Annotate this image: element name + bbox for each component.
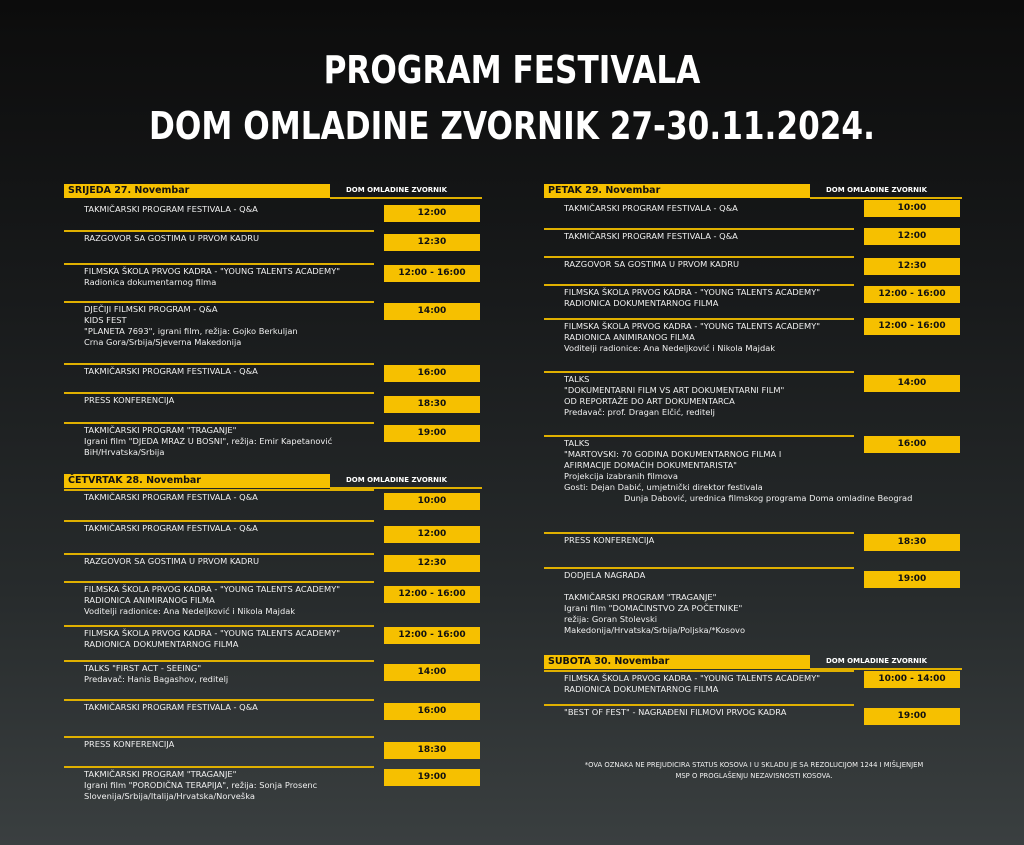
event-line: Crna Gora/Srbija/Sjeverna Makedonija <box>84 337 242 347</box>
page-title: PROGRAM FESTIVALA <box>323 48 701 92</box>
day-label: SRIJEDA 27. Novembar <box>64 184 330 198</box>
divider <box>64 660 374 662</box>
event-description <box>564 438 912 504</box>
event-line: "BEST OF FEST" - NAGRAĐENI FILMOVI PRVOG KADRA <box>564 707 787 717</box>
day-section <box>64 184 482 457</box>
time-badge: 12:00 - 16:00 <box>864 286 960 303</box>
divider <box>64 581 374 583</box>
event-line: RADIONICA ANIMIRANOG FILMA <box>564 332 695 342</box>
time-badge: 12:00 <box>864 228 960 245</box>
event-line: TALKS "FIRST ACT - SEEING" <box>84 663 202 673</box>
divider <box>544 532 854 534</box>
time-badge: 12:30 <box>864 258 960 275</box>
time-badge: 10:00 <box>864 200 960 217</box>
time-badge: 16:00 <box>384 365 480 382</box>
divider <box>544 256 854 258</box>
event-description <box>84 739 174 750</box>
day-section <box>544 184 962 635</box>
day-header <box>64 474 482 489</box>
event-line: PRESS KONFERENCIJA <box>84 395 175 405</box>
event-description <box>84 628 340 650</box>
venue-label: DOM OMLADINE ZVORNIK <box>346 476 448 484</box>
event-line: "PLANETA 7693", igrani film, režija: Gojko Berkuljan <box>84 326 298 336</box>
event-description <box>84 523 258 534</box>
event-line <box>564 581 745 592</box>
event-description <box>84 366 258 377</box>
event-line: Igrani film "PORODIČNA TERAPIJA", režija: Sonja Prosenc <box>84 780 318 790</box>
event-description <box>564 374 784 418</box>
event-line: Radionica dokumentarnog filma <box>84 277 217 287</box>
event-description <box>564 570 745 636</box>
event-line: FILMSKA ŠKOLA PRVOG KADRA - "YOUNG TALENTS ACADEMY" <box>564 287 821 297</box>
event-line: režija: Goran Stolevski <box>564 614 658 624</box>
event-line: RAZGOVOR SA GOSTIMA U PRVOM KADRU <box>84 233 260 243</box>
footnote-line: *OVA OZNAKA NE PREJUDICIRA STATUS KOSOVA I U SKLADU JE SA REZOLUCIJOM 1244 I MIŠLJENJEM <box>584 761 924 769</box>
time-badge: 18:30 <box>864 534 960 551</box>
day-section <box>544 655 962 721</box>
event-description <box>564 203 738 214</box>
divider <box>64 363 374 365</box>
time-badge: 18:30 <box>384 396 480 413</box>
event-description <box>84 584 340 617</box>
event-description <box>564 231 738 242</box>
divider <box>64 230 374 232</box>
day-label: SUBOTA 30. Novembar <box>544 655 810 669</box>
event-line: RADIONICA DOKUMENTARNOG FILMA <box>84 639 239 649</box>
day-header <box>544 184 962 199</box>
time-badge: 12:00 - 16:00 <box>384 627 480 644</box>
event-line: Voditelji radionice: Ana Nedeljković i Nikola Majdak <box>564 343 776 353</box>
event-description <box>564 535 654 546</box>
event-description <box>84 395 174 406</box>
event-line: FILMSKA ŠKOLA PRVOG KADRA - "YOUNG TALENTS ACADEMY" <box>564 321 821 331</box>
divider <box>544 670 854 672</box>
divider <box>64 699 374 701</box>
time-badge: 19:00 <box>384 425 480 442</box>
event-line: RADIONICA DOKUMENTARNOG FILMA <box>564 684 719 694</box>
divider <box>64 489 374 491</box>
event-line: FILMSKA ŠKOLA PRVOG KADRA - "YOUNG TALENTS ACADEMY" <box>84 628 341 638</box>
event-line: TAKMIČARSKI PROGRAM FESTIVALA - Q&A <box>84 492 258 502</box>
event-line: Predavač: Hanis Bagashov, reditelj <box>84 674 229 684</box>
event-description <box>564 673 820 695</box>
event-line: "DOKUMENTARNI FILM VS ART DOKUMENTARNI FILM" <box>564 385 785 395</box>
venue-label: DOM OMLADINE ZVORNIK <box>346 186 448 194</box>
event-line: Igrani film "DOMAĆINSTVO ZA POČETNIKE" <box>564 603 743 613</box>
divider <box>64 392 374 394</box>
divider <box>64 263 374 265</box>
event-line: PRESS KONFERENCIJA <box>84 739 175 749</box>
divider <box>64 736 374 738</box>
time-badge: 19:00 <box>864 708 960 725</box>
time-badge: 10:00 - 14:00 <box>864 671 960 688</box>
event-line: FILMSKA ŠKOLA PRVOG KADRA - "YOUNG TALENTS ACADEMY" <box>564 673 821 683</box>
divider <box>64 520 374 522</box>
time-badge: 14:00 <box>384 303 480 320</box>
event-description <box>84 702 258 713</box>
event-description <box>84 204 258 215</box>
time-badge: 14:00 <box>864 375 960 392</box>
event-line: FILMSKA ŠKOLA PRVOG KADRA - "YOUNG TALENTS ACADEMY" <box>84 584 341 594</box>
event-line: TALKS <box>564 438 590 448</box>
divider <box>544 704 854 706</box>
divider <box>330 197 482 199</box>
event-line: RAZGOVOR SA GOSTIMA U PRVOM KADRU <box>564 259 740 269</box>
event-line: TAKMIČARSKI PROGRAM FESTIVALA - Q&A <box>84 523 258 533</box>
day-label: PETAK 29. Novembar <box>544 184 810 198</box>
time-badge: 19:00 <box>384 769 480 786</box>
time-badge: 16:00 <box>864 436 960 453</box>
venue-label: DOM OMLADINE ZVORNIK <box>826 657 928 665</box>
event-line: Dunja Dabović, urednica filmskog programa Doma omladine Beograd <box>624 493 913 503</box>
event-line: TAKMIČARSKI PROGRAM FESTIVALA - Q&A <box>564 231 738 241</box>
event-line: AFIRMACIJE DOMAĆIH DOKUMENTARISTA" <box>564 460 737 470</box>
event-line: Igrani film "DJEDA MRAZ U BOSNI", režija: Emir Kapetanović <box>84 436 333 446</box>
kosovo-footnote <box>544 760 964 782</box>
event-line: RADIONICA ANIMIRANOG FILMA <box>84 595 215 605</box>
divider <box>544 371 854 373</box>
event-line: Makedonija/Hrvatska/Srbija/Poljska/*Kosovo <box>564 625 746 635</box>
event-line: PRESS KONFERENCIJA <box>564 535 655 545</box>
divider <box>64 422 374 424</box>
event-line: Slovenija/Srbija/Italija/Hrvatska/Norveška <box>84 791 255 801</box>
time-badge: 12:00 - 16:00 <box>864 318 960 335</box>
event-line: TALKS <box>564 374 590 384</box>
event-line: OD REPORTAŽE DO ART DOKUMENTARCA <box>564 396 735 406</box>
divider <box>544 284 854 286</box>
event-line: TAKMIČARSKI PROGRAM "TRAGANJE" <box>84 425 237 435</box>
event-line: Predavač: prof. Dragan Elčić, reditelj <box>564 407 715 417</box>
event-description <box>84 663 228 685</box>
event-line: BiH/Hrvatska/Srbija <box>84 447 165 457</box>
event-description <box>84 233 259 244</box>
event-description <box>84 266 340 288</box>
event-line: RAZGOVOR SA GOSTIMA U PRVOM KADRU <box>84 556 260 566</box>
divider <box>64 301 374 303</box>
divider <box>64 625 374 627</box>
event-description <box>84 769 317 802</box>
time-badge: 12:00 - 16:00 <box>384 265 480 282</box>
day-header <box>64 184 482 199</box>
time-badge: 16:00 <box>384 703 480 720</box>
day-section <box>64 474 482 801</box>
divider <box>544 567 854 569</box>
day-header <box>544 655 962 670</box>
event-description <box>84 492 258 503</box>
event-line: Gosti: Dejan Dabić, umjetnički direktor festivala <box>564 482 763 492</box>
day-label: ČETVRTAK 28. Novembar <box>64 474 330 488</box>
event-line: DJEČIJI FILMSKI PROGRAM - Q&A <box>84 304 218 314</box>
footnote-line: MSP O PROGLAŠENJU NEZAVISNOSTI KOSOVA. <box>675 772 833 780</box>
event-line: Projekcija izabranih filmova <box>564 471 678 481</box>
event-line: TAKMIČARSKI PROGRAM FESTIVALA - Q&A <box>84 366 258 376</box>
event-description <box>84 304 298 348</box>
event-line: "MARTOVSKI: 70 GODINA DOKUMENTARNOG FILMA I <box>564 449 782 459</box>
event-line: Voditelji radionice: Ana Nedeljković i Nikola Majdak <box>84 606 296 616</box>
event-line: FILMSKA ŠKOLA PRVOG KADRA - "YOUNG TALENTS ACADEMY" <box>84 266 341 276</box>
page-subtitle: DOM OMLADINE ZVORNIK 27-30.11.2024. <box>149 104 875 148</box>
event-description <box>84 425 332 458</box>
time-badge: 10:00 <box>384 493 480 510</box>
event-description <box>84 556 259 567</box>
event-line: RADIONICA DOKUMENTARNOG FILMA <box>564 298 719 308</box>
divider <box>544 228 854 230</box>
divider <box>64 766 374 768</box>
divider <box>544 318 854 320</box>
time-badge: 12:00 <box>384 205 480 222</box>
venue-label: DOM OMLADINE ZVORNIK <box>826 186 928 194</box>
divider <box>64 553 374 555</box>
time-badge: 12:30 <box>384 234 480 251</box>
event-line: TAKMIČARSKI PROGRAM FESTIVALA - Q&A <box>84 204 258 214</box>
event-description <box>564 707 786 718</box>
event-line: KIDS FEST <box>84 315 127 325</box>
divider <box>810 197 962 199</box>
event-line: DODJELA NAGRADA <box>564 570 646 580</box>
event-description <box>564 321 820 354</box>
event-description <box>564 259 739 270</box>
time-badge: 19:00 <box>864 571 960 588</box>
time-badge: 14:00 <box>384 664 480 681</box>
time-badge: 12:00 - 16:00 <box>384 586 480 603</box>
event-description <box>564 287 820 309</box>
event-line: TAKMIČARSKI PROGRAM "TRAGANJE" <box>564 592 717 602</box>
time-badge: 12:30 <box>384 555 480 572</box>
time-badge: 12:00 <box>384 526 480 543</box>
event-line: TAKMIČARSKI PROGRAM FESTIVALA - Q&A <box>84 702 258 712</box>
time-badge: 18:30 <box>384 742 480 759</box>
event-line: TAKMIČARSKI PROGRAM FESTIVALA - Q&A <box>564 203 738 213</box>
event-line: TAKMIČARSKI PROGRAM "TRAGANJE" <box>84 769 237 779</box>
divider <box>544 435 854 437</box>
